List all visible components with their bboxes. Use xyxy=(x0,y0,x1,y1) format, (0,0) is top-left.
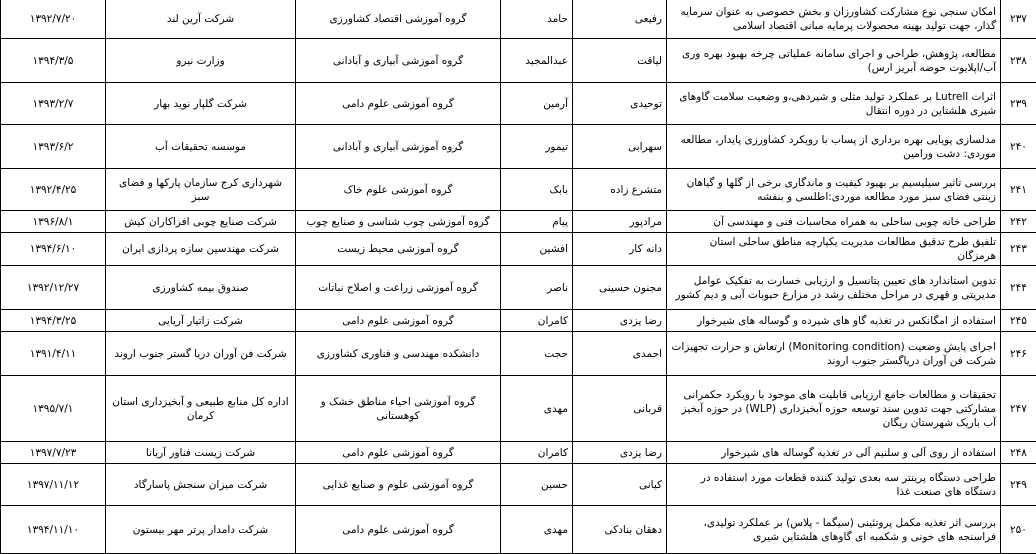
contract-date: ۱۳۹۷/۷/۲۳ xyxy=(1,442,106,464)
researcher-first-name: مهدی xyxy=(501,376,573,442)
contract-date: ۱۳۹۱/۴/۱۱ xyxy=(1,332,106,376)
department: گروه آموزشی علوم خاک xyxy=(296,169,501,211)
researcher-last-name: مجنون حسینی xyxy=(573,266,667,310)
contract-date: ۱۳۹۶/۸/۱ xyxy=(1,211,106,233)
department: گروه آموزشی علوم دامی xyxy=(296,83,501,125)
table-row xyxy=(1,442,1036,464)
researcher-first-name: بابک xyxy=(501,169,573,211)
table-row xyxy=(1,169,1036,211)
client-organization: صندوق بیمه کشاورزی xyxy=(106,266,296,310)
researcher-last-name: توحیدی xyxy=(573,83,667,125)
contract-date: ۱۳۹۳/۲/۷ xyxy=(1,83,106,125)
researcher-first-name: حجت xyxy=(501,332,573,376)
project-title: تدوین استاندارد های تعیین پتانسیل و ارزیابی خسارت به تفکیک عوامل مدیریتی و قهری در مراحل مختلف رشد در مزارع حبوبات آبی و دیم کشور xyxy=(667,266,1001,310)
researcher-last-name: متشرع زاده xyxy=(573,169,667,211)
researcher-first-name: مهدی xyxy=(501,506,573,554)
department: گروه آموزشی محیط زیست xyxy=(296,233,501,266)
researcher-last-name: رضا یزدی xyxy=(573,442,667,464)
researcher-last-name: رضا یزدی xyxy=(573,310,667,332)
row-number: ۲۳۷ xyxy=(1001,0,1036,39)
row-number: ۲۴۳ xyxy=(1001,233,1036,266)
contract-date: ۱۳۹۲/۱۲/۲۷ xyxy=(1,266,106,310)
client-organization: شرکت میزان سنجش پاسارگاد xyxy=(106,464,296,506)
row-number: ۲۵۰ xyxy=(1001,506,1036,554)
department: گروه آموزشی اقتصاد کشاورزی xyxy=(296,0,501,39)
department: گروه آموزشی علوم دامی xyxy=(296,310,501,332)
row-number: ۲۴۱ xyxy=(1001,169,1036,211)
department: گروه آموزشی آبیاری و آبادانی xyxy=(296,39,501,83)
contract-date: ۱۳۹۴/۶/۱۰ xyxy=(1,233,106,266)
row-number: ۲۴۴ xyxy=(1001,266,1036,310)
project-title: تلفیق طرح تدقیق مطالعات مدیریت یکپارچه مناطق ساحلی استان هرمزگان xyxy=(667,233,1001,266)
researcher-last-name: دانه کار xyxy=(573,233,667,266)
project-title: استفاده از امگانکس در تغذیه گاو های شیرده و گوساله های شیرخوار xyxy=(667,310,1001,332)
researcher-first-name: پیام xyxy=(501,211,573,233)
researcher-first-name: تیمور xyxy=(501,125,573,169)
researcher-first-name: کامران xyxy=(501,310,573,332)
researcher-last-name: رفیعی xyxy=(573,0,667,39)
researcher-last-name: قربانی xyxy=(573,376,667,442)
contract-date: ۱۳۹۴/۱۱/۱۰ xyxy=(1,506,106,554)
client-organization: شرکت مهندسین سازه پردازی ایران xyxy=(106,233,296,266)
researcher-first-name: ناصر xyxy=(501,266,573,310)
table-row xyxy=(1,233,1036,266)
researcher-first-name: حسین xyxy=(501,464,573,506)
client-organization: شرکت صنایع چوبی افراکاران کیش xyxy=(106,211,296,233)
client-organization: وزارت نیرو xyxy=(106,39,296,83)
client-organization: شهرداری کرج سازمان پارکها و فضای سبز xyxy=(106,169,296,211)
department: گروه آموزشی زراعت و اصلاح نباتات xyxy=(296,266,501,310)
researcher-last-name: احمدی xyxy=(573,332,667,376)
client-organization: شرکت زاتیار آریایی xyxy=(106,310,296,332)
client-organization: شرکت گلپار نوید بهار xyxy=(106,83,296,125)
project-title: مطالعه، پژوهش، طراحی و اجرای سامانه عملیاتی چرخه بهبود بهره وری آب/اپلایوت حوضه آبریز ارس) xyxy=(667,39,1001,83)
row-number: ۲۴۶ xyxy=(1001,332,1036,376)
client-organization: شرکت دامدار پرتر مهر بیستون xyxy=(106,506,296,554)
table-row xyxy=(1,83,1036,125)
contract-date: ۱۳۹۵/۷/۱ xyxy=(1,376,106,442)
table-row xyxy=(1,211,1036,233)
project-title: مدلسازی پویایی بهره برداری از پساب با رویکرد کشاورزی پایدار، مطالعه موردی: دشت ورامین xyxy=(667,125,1001,169)
department: گروه آموزشی چوب شناسی و صنایع چوب xyxy=(296,211,501,233)
contract-date: ۱۳۹۴/۳/۵ xyxy=(1,39,106,83)
row-number: ۲۴۸ xyxy=(1001,442,1036,464)
project-title: طراحی خانه چوبی ساحلی به همراه محاسبات فنی و مهندسی آن xyxy=(667,211,1001,233)
table-row xyxy=(1,464,1036,506)
contract-date: ۱۳۹۲/۷/۲۰ xyxy=(1,0,106,39)
department: گروه آموزشی علوم دامی xyxy=(296,442,501,464)
researcher-first-name: عبدالمجید xyxy=(501,39,573,83)
project-title: طراحی دستگاه پرینتر سه بعدی تولید کننده قطعات مورد استفاده در دستگاه های صنعت غذا xyxy=(667,464,1001,506)
contract-date: ۱۳۹۴/۳/۲۵ xyxy=(1,310,106,332)
researcher-last-name: مرادپور xyxy=(573,211,667,233)
researcher-last-name: سهرابی xyxy=(573,125,667,169)
contract-date: ۱۳۹۷/۱۱/۱۲ xyxy=(1,464,106,506)
row-number: ۲۴۹ xyxy=(1001,464,1036,506)
project-title: بررسی اثر تغذیه مکمل پروتئینی (سیگما - پلاس) بر عملکرد تولیدی، فراسنجه های خونی و شکمبه ای گاوهای هلشتاین شیری xyxy=(667,506,1001,554)
researcher-last-name: کیانی xyxy=(573,464,667,506)
researcher-first-name: کامران xyxy=(501,442,573,464)
department: گروه آموزشی احیاء مناطق خشک و کوهستانی xyxy=(296,376,501,442)
project-title: استفاده از روی آلی و سلنیم آلی در تغذیه گوساله های شیرخوار xyxy=(667,442,1001,464)
table-row xyxy=(1,376,1036,442)
department: گروه آموزشی آبیاری و آبادانی xyxy=(296,125,501,169)
client-organization: شرکت آرین لند xyxy=(106,0,296,39)
project-title: تحقیقات و مطالعات جامع ارزیابی قابلیت های موجود با رویکرد حکمرانی مشارکتی جهت تدوین سند توسعه حوزه آبخیزداری (WLP) در حوزه آبخیز آب باریک شهرستان ریگان xyxy=(667,376,1001,442)
table-row xyxy=(1,506,1036,554)
table-row xyxy=(1,310,1036,332)
project-title: اثرات Lutrell بر عملکرد تولید مثلی و شیردهی،و وضعیت سلامت گاوهای شیری هلشتاین در دوره انتقال xyxy=(667,83,1001,125)
client-organization: شرکت فن آوران دریا گستر جنوب اروند xyxy=(106,332,296,376)
client-organization: اداره کل منابع طبیعی و آبخیزداری استان کرمان xyxy=(106,376,296,442)
table-row xyxy=(1,266,1036,310)
department: دانشکده مهندسی و فناوری کشاورزی xyxy=(296,332,501,376)
contract-date: ۱۳۹۳/۶/۲ xyxy=(1,125,106,169)
researcher-first-name: افشین xyxy=(501,233,573,266)
client-organization: موسسه تحقیقات آب xyxy=(106,125,296,169)
table-row xyxy=(1,0,1036,39)
contract-date: ۱۳۹۲/۴/۲۵ xyxy=(1,169,106,211)
client-organization: شرکت زیست فناور آریانا xyxy=(106,442,296,464)
table-row xyxy=(1,39,1036,83)
table-row xyxy=(1,125,1036,169)
row-number: ۲۴۰ xyxy=(1001,125,1036,169)
project-title: اجرای پایش وضعیت (Monitoring condition) ارتعاش و حرارت تجهیزات شرکت فن آوران دریاگستر جنوب اروند xyxy=(667,332,1001,376)
row-number: ۲۴۲ xyxy=(1001,211,1036,233)
table-row xyxy=(1,332,1036,376)
row-number: ۲۳۸ xyxy=(1001,39,1036,83)
department: گروه آموزشی علوم و صنایع غذایی xyxy=(296,464,501,506)
row-number: ۲۳۹ xyxy=(1001,83,1036,125)
row-number: ۲۴۵ xyxy=(1001,310,1036,332)
project-title: بررسی تاثیر سیلیسیم بر بهبود کیفیت و ماندگاری برخی از گلها و گیاهان زینتی فضای سبز مورد مطالعه موردی:اطلسی و بنفشه xyxy=(667,169,1001,211)
row-number: ۲۴۷ xyxy=(1001,376,1036,442)
researcher-last-name: دهقان بنادکی xyxy=(573,506,667,554)
department: گروه آموزشی علوم دامی xyxy=(296,506,501,554)
researcher-first-name: حامد xyxy=(501,0,573,39)
researcher-first-name: آرمین xyxy=(501,83,573,125)
project-title: امکان سنجی نوع مشارکت کشاورزان و بخش خصوصی به عنوان سرمایه گذار، جهت تولید بهینه محصولات پرمایه مبانی اقتصاد اسلامی xyxy=(667,0,1001,39)
researcher-last-name: لیاقت xyxy=(573,39,667,83)
